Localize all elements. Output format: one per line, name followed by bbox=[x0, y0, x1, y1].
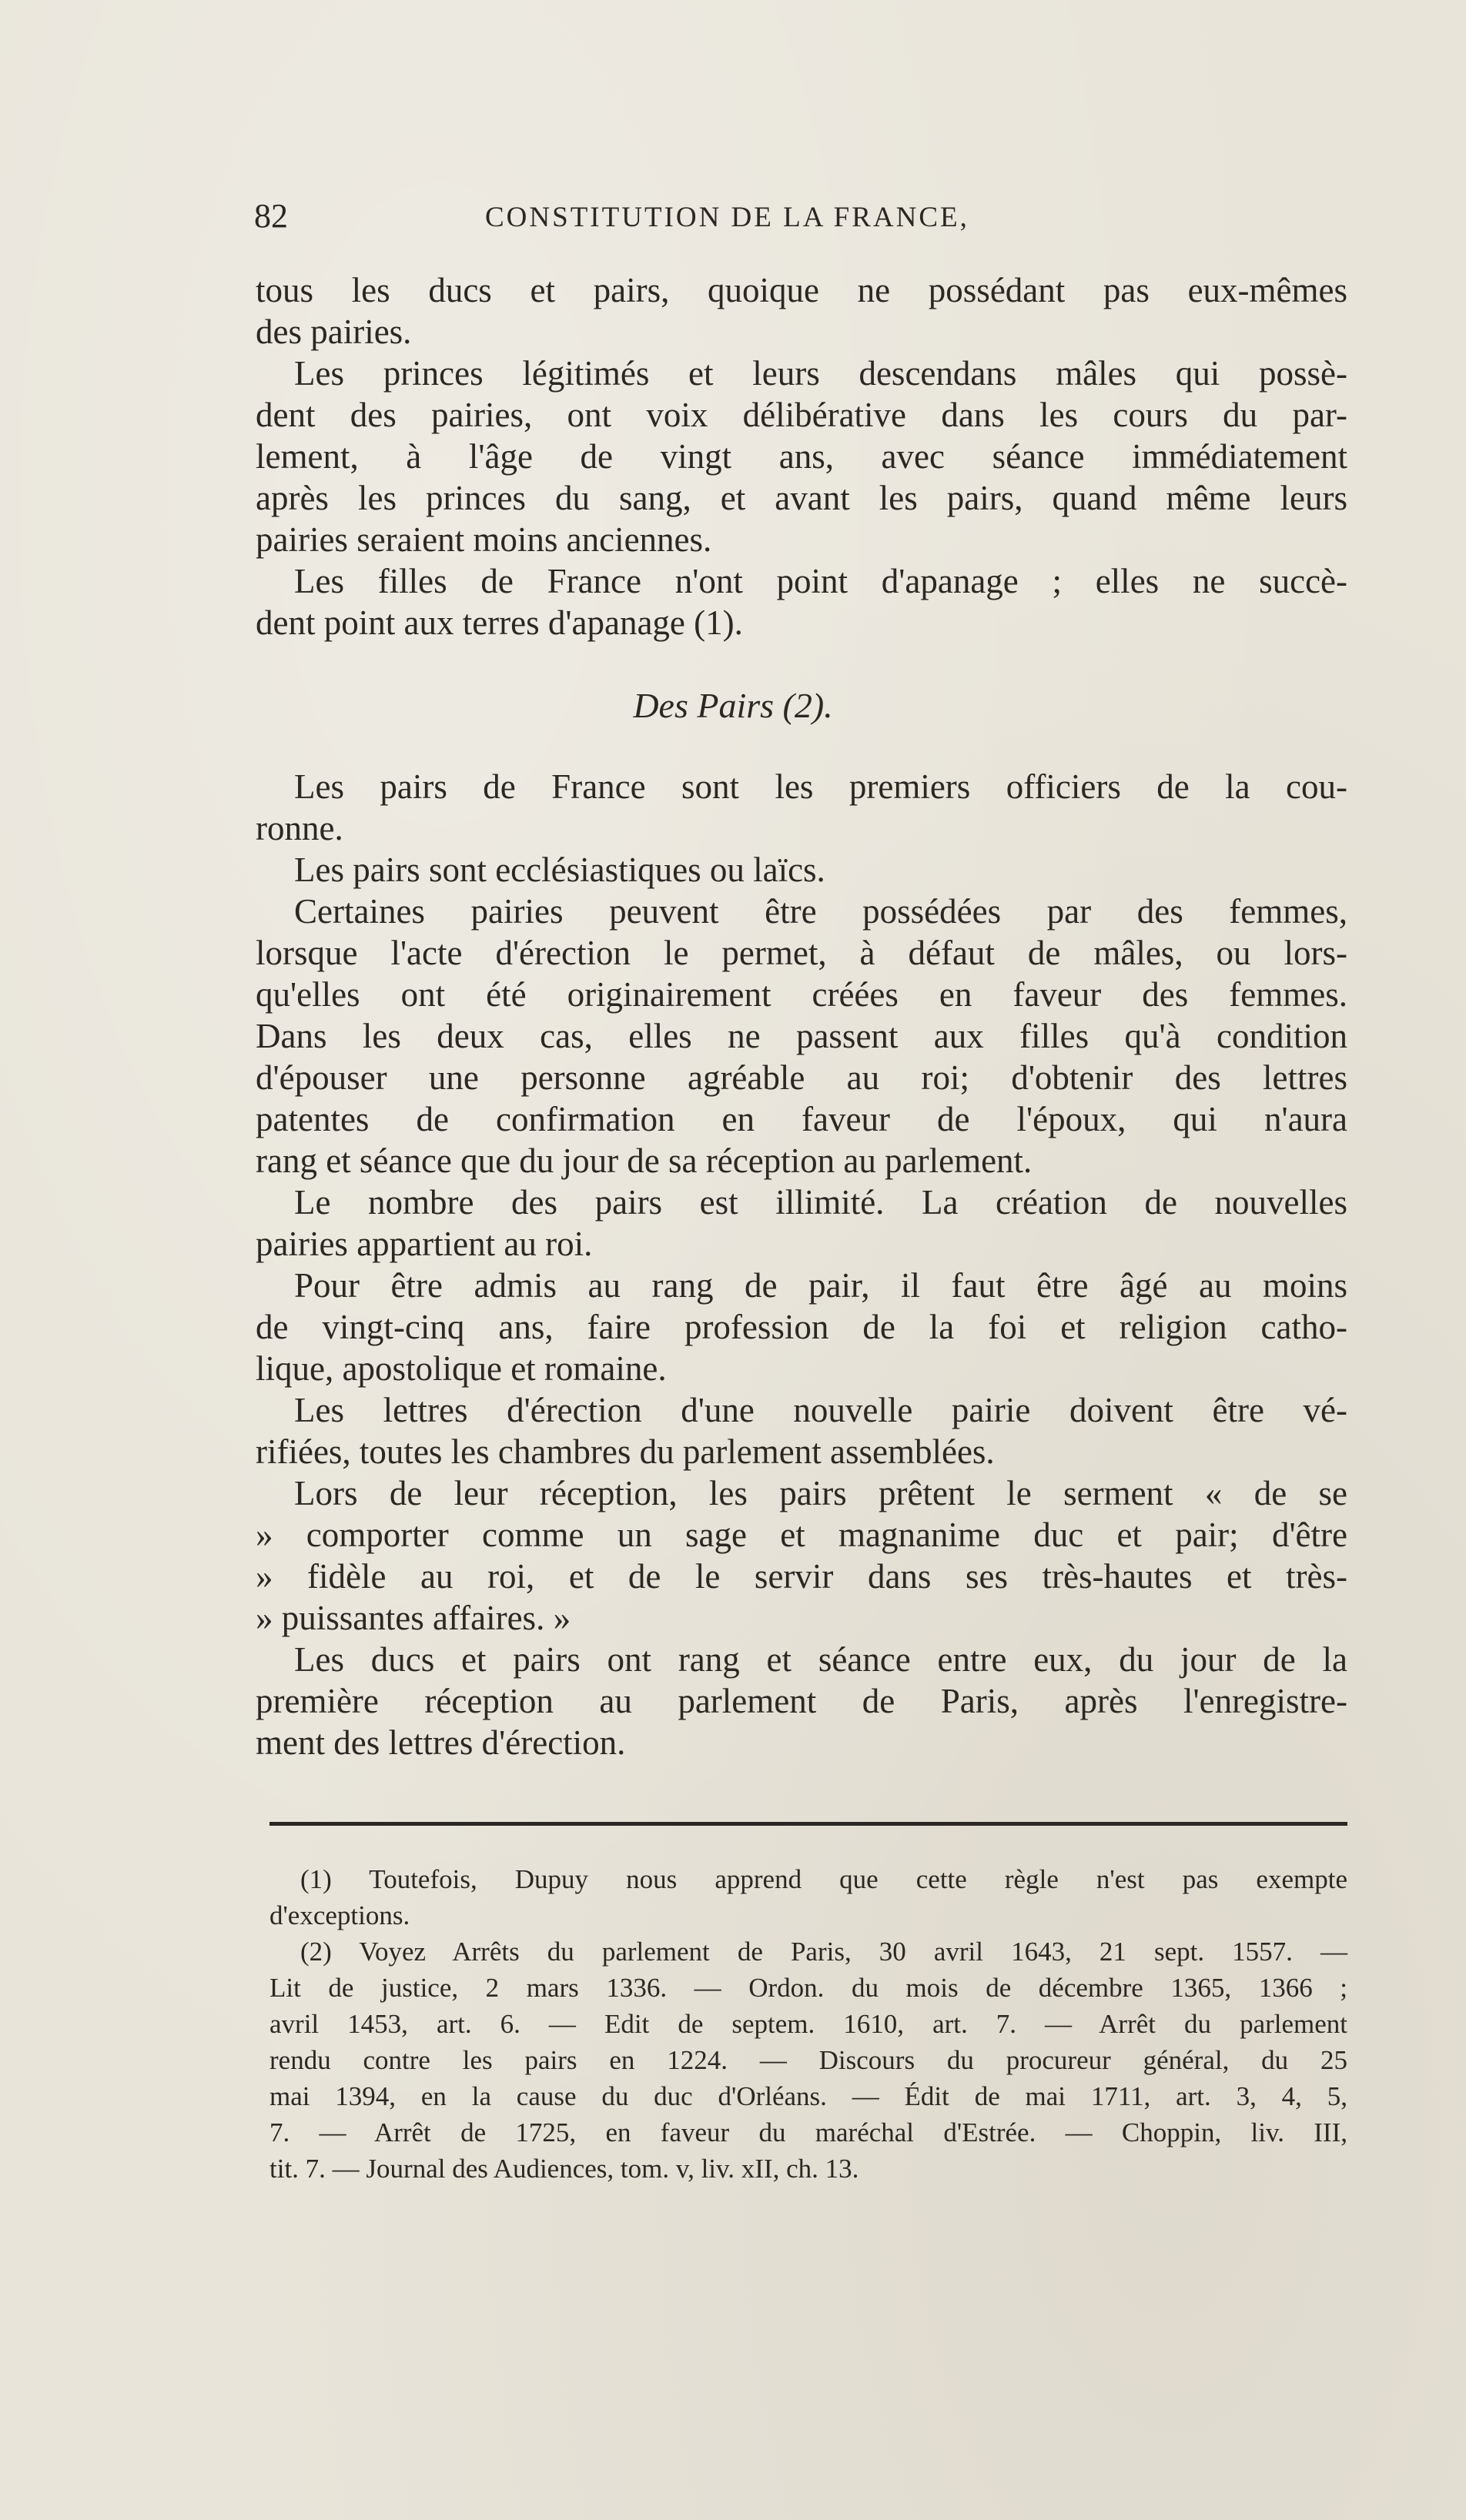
text-line: ment des lettres d'érection. bbox=[256, 1723, 626, 1762]
footnote-line: avril 1453, art. 6. — Edit de septem. 1610, art. 7. — Arrêt du parlement bbox=[269, 2009, 1347, 2039]
body-text-block bbox=[256, 766, 1347, 1763]
footnote-line: Lit de justice, 2 mars 1336. — Ordon. du mois de décembre 1365, 1366 ; bbox=[269, 1973, 1347, 2003]
text-line: ronne. bbox=[256, 809, 343, 847]
text-line: lement, à l'âge de vingt ans, avec séance immédiatement bbox=[256, 437, 1347, 476]
footnote-line: 7. — Arrêt de 1725, en faveur du maréchal d'Estrée. — Choppin, liv. III, bbox=[269, 2117, 1347, 2147]
section-heading: Des Pairs (2). bbox=[633, 686, 833, 725]
top-text-block bbox=[256, 269, 1347, 643]
footnote-line: mai 1394, en la cause du duc d'Orléans. — Édit de mai 1711, art. 3, 4, 5, bbox=[269, 2081, 1347, 2111]
page-number: 82 bbox=[254, 197, 288, 235]
text-line: » fidèle au roi, et de le servir dans ses très-hautes et très- bbox=[256, 1557, 1347, 1596]
text-line: rifiées, toutes les chambres du parlement assemblées. bbox=[256, 1432, 995, 1471]
footnote-divider bbox=[269, 1822, 1347, 1826]
text-line: » puissantes affaires. » bbox=[256, 1599, 571, 1637]
text-line: patentes de confirmation en faveur de l'époux, qui n'aura bbox=[256, 1100, 1347, 1138]
text-line: lorsque l'acte d'érection le permet, à défaut de mâles, ou lors- bbox=[256, 934, 1347, 972]
text-line: rang et séance que du jour de sa réception au parlement. bbox=[256, 1141, 1033, 1180]
text-line: Les filles de France n'ont point d'apanage ; elles ne succè- bbox=[294, 562, 1347, 600]
text-line: tous les ducs et pairs, quoique ne possédant pas eux-mêmes bbox=[256, 271, 1347, 309]
footnote-line: (2) Voyez Arrêts du parlement de Paris, 30 avril 1643, 21 sept. 1557. — bbox=[300, 1937, 1347, 1967]
text-line: d'épouser une personne agréable au roi; d'obtenir des lettres bbox=[256, 1058, 1347, 1097]
text-line: dent des pairies, ont voix délibérative dans les cours du par- bbox=[256, 396, 1347, 434]
text-line: Certaines pairies peuvent être possédées par des femmes, bbox=[294, 892, 1347, 931]
page-header bbox=[254, 196, 1347, 242]
footnote-line: rendu contre les pairs en 1224. — Discours du procureur général, du 25 bbox=[269, 2045, 1347, 2075]
text-line: Les pairs de France sont les premiers officiers de la cou- bbox=[294, 767, 1347, 806]
footnote-line: d'exceptions. bbox=[269, 1900, 410, 1930]
text-line: dent point aux terres d'apanage (1). bbox=[256, 603, 743, 642]
text-line: qu'elles ont été originairement créées en faveur des femmes. bbox=[256, 975, 1347, 1014]
text-line: Les pairs sont ecclésiastiques ou laïcs. bbox=[294, 851, 825, 889]
text-line: Les lettres d'érection d'une nouvelle pairie doivent être vé- bbox=[294, 1391, 1347, 1429]
text-line: après les princes du sang, et avant les pairs, quand même leurs bbox=[256, 479, 1347, 517]
text-line: Les princes légitimés et leurs descendans mâles qui possè- bbox=[294, 354, 1347, 393]
text-line: lique, apostolique et romaine. bbox=[256, 1349, 667, 1388]
text-line: Pour être admis au rang de pair, il faut être âgé au moins bbox=[294, 1266, 1347, 1305]
text-line: Le nombre des pairs est illimité. La création de nouvelles bbox=[294, 1183, 1347, 1222]
footnote-line: (1) Toutefois, Dupuy nous apprend que cette règle n'est pas exempte bbox=[300, 1864, 1347, 1894]
text-line: » comporter comme un sage et magnanime duc et pair; d'être bbox=[256, 1516, 1347, 1554]
text-line: première réception au parlement de Paris, après l'enregistre- bbox=[256, 1682, 1347, 1720]
text-line: pairies appartient au roi. bbox=[256, 1225, 593, 1263]
footnotes bbox=[269, 1861, 1347, 2187]
text-line: Dans les deux cas, elles ne passent aux filles qu'à condition bbox=[256, 1017, 1347, 1055]
text-line: pairies seraient moins anciennes. bbox=[256, 520, 712, 559]
text-line: Lors de leur réception, les pairs prêtent le serment « de se bbox=[294, 1474, 1347, 1512]
text-line: de vingt-cinq ans, faire profession de la foi et religion catho- bbox=[256, 1308, 1347, 1346]
running-title: CONSTITUTION DE LA FRANCE, bbox=[485, 202, 969, 233]
text-line: Les ducs et pairs ont rang et séance entre eux, du jour de la bbox=[294, 1640, 1347, 1679]
text-line: des pairies. bbox=[256, 312, 412, 351]
footnote-line: tit. 7. — Journal des Audiences, tom. v, liv. xII, ch. 13. bbox=[269, 2154, 859, 2184]
